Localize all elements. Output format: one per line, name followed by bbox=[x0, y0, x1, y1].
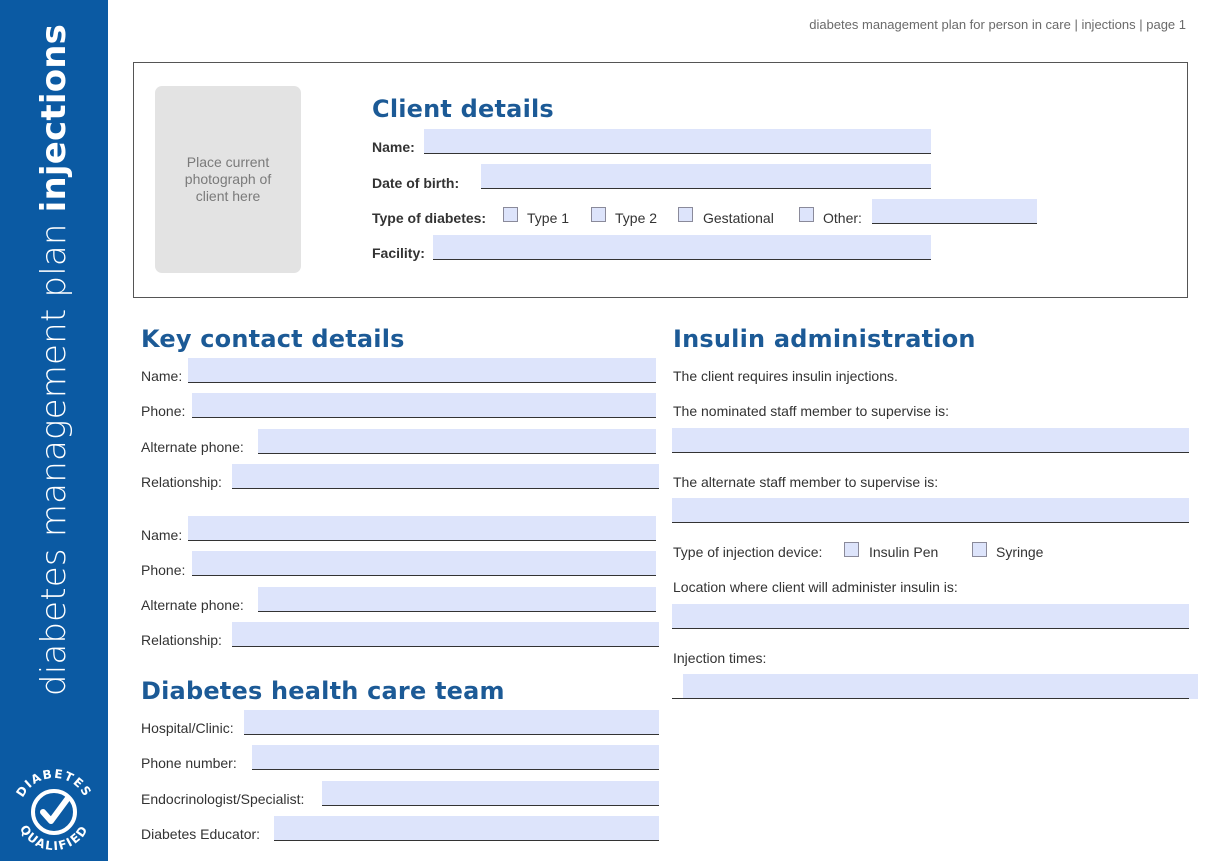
client-name-label: Name: bbox=[372, 139, 415, 155]
phone-number-label: Phone number: bbox=[141, 755, 237, 771]
facility-field[interactable] bbox=[433, 235, 931, 260]
hospital-field[interactable] bbox=[244, 710, 659, 735]
dob-label: Date of birth: bbox=[372, 175, 460, 191]
endocrinologist-field[interactable] bbox=[322, 781, 659, 806]
contact1-alt-phone-label: Alternate phone: bbox=[141, 439, 244, 455]
injection-times-field[interactable] bbox=[683, 674, 1198, 699]
syringe-checkbox[interactable] bbox=[972, 542, 987, 557]
administer-location-field[interactable] bbox=[672, 604, 1189, 629]
syringe-label: Syringe bbox=[996, 544, 1044, 560]
document-title: diabetes management plan injections bbox=[34, 23, 74, 697]
insulin-pen-label: Insulin Pen bbox=[869, 544, 939, 560]
type1-checkbox[interactable] bbox=[503, 207, 518, 222]
contact1-name-field[interactable] bbox=[188, 358, 656, 383]
insulin-pen-checkbox[interactable] bbox=[844, 542, 859, 557]
insulin-heading: Insulin administration bbox=[673, 325, 976, 353]
gestational-checkbox[interactable] bbox=[678, 207, 693, 222]
svg-text:DIABETES: DIABETES bbox=[13, 768, 95, 800]
educator-field[interactable] bbox=[274, 816, 659, 841]
sidebar bbox=[0, 0, 108, 861]
contact1-relationship-label: Relationship: bbox=[141, 474, 222, 490]
key-contacts-heading: Key contact details bbox=[141, 325, 405, 353]
administer-location-label: Location where client will administer insulin is: bbox=[673, 579, 958, 595]
facility-label: Facility: bbox=[372, 245, 425, 261]
contact1-relationship-field[interactable] bbox=[232, 464, 659, 489]
other-type-field[interactable] bbox=[872, 199, 1037, 224]
injection-times-underline bbox=[672, 698, 1189, 699]
injection-times-label: Injection times: bbox=[673, 650, 767, 666]
injection-device-label: Type of injection device: bbox=[673, 544, 823, 560]
contact2-relationship-field[interactable] bbox=[232, 622, 659, 647]
health-team-heading: Diabetes health care team bbox=[141, 677, 505, 705]
running-header: diabetes management plan for person in care | injections | page 1 bbox=[809, 17, 1186, 32]
svg-text:QUALIFIED: QUALIFIED bbox=[16, 822, 92, 854]
contact2-relationship-label: Relationship: bbox=[141, 632, 222, 648]
diabetes-type-label: Type of diabetes: bbox=[372, 210, 487, 226]
nominated-staff-label: The nominated staff member to supervise is: bbox=[673, 403, 949, 419]
nominated-staff-field[interactable] bbox=[672, 428, 1189, 453]
alternate-staff-field[interactable] bbox=[672, 498, 1189, 523]
contact2-alt-phone-label: Alternate phone: bbox=[141, 597, 244, 613]
educator-label: Diabetes Educator: bbox=[141, 826, 261, 842]
contact1-phone-field[interactable] bbox=[192, 393, 656, 418]
contact2-phone-field[interactable] bbox=[192, 551, 656, 576]
contact2-alt-phone-field[interactable] bbox=[258, 587, 656, 612]
type2-label: Type 2 bbox=[615, 210, 658, 226]
endocrinologist-label: Endocrinologist/Specialist: bbox=[141, 791, 305, 807]
phone-number-field[interactable] bbox=[252, 745, 659, 770]
requires-insulin-text: The client requires insulin injections. bbox=[673, 368, 898, 384]
dob-field[interactable] bbox=[481, 164, 931, 189]
hospital-label: Hospital/Clinic: bbox=[141, 720, 234, 736]
diabetes-qualified-logo bbox=[10, 768, 98, 856]
type1-label: Type 1 bbox=[527, 210, 570, 226]
type2-checkbox[interactable] bbox=[591, 207, 606, 222]
contact2-phone-label: Phone: bbox=[141, 562, 186, 578]
other-checkbox[interactable] bbox=[799, 207, 814, 222]
client-name-field[interactable] bbox=[424, 129, 931, 154]
contact2-name-label: Name: bbox=[141, 527, 183, 543]
client-details-heading: Client details bbox=[372, 95, 554, 123]
photo-placeholder[interactable]: Place current photograph of client here bbox=[155, 86, 301, 273]
other-label: Other: bbox=[823, 210, 862, 226]
contact1-alt-phone-field[interactable] bbox=[258, 429, 656, 454]
gestational-label: Gestational bbox=[703, 210, 774, 226]
contact1-phone-label: Phone: bbox=[141, 403, 186, 419]
alternate-staff-label: The alternate staff member to supervise is: bbox=[673, 474, 939, 490]
contact2-name-field[interactable] bbox=[188, 516, 656, 541]
contact1-name-label: Name: bbox=[141, 368, 183, 384]
